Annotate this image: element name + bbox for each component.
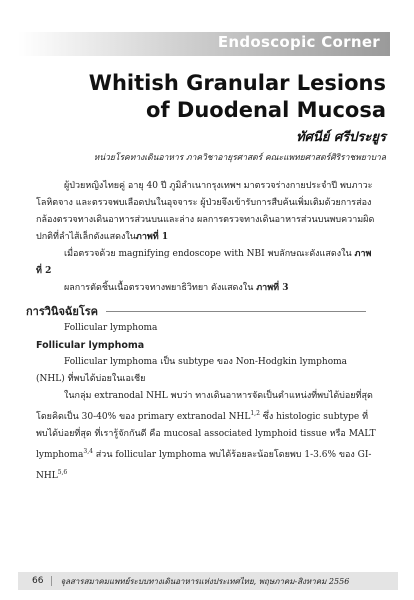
citation: 3,4 xyxy=(83,448,93,455)
case-paragraph-2: เมื่อตรวจด้วย magnifying endoscope with NBI พบลักษณะดังแสดงใน ภาพที่ 2 xyxy=(36,249,372,276)
page-footer xyxy=(18,572,398,590)
case-paragraph-3: ผลการตัดชิ้นเนื้อตรวจทางพยาธิวิทยา ดังแสดงใน ภาพที่ 3 xyxy=(64,283,289,293)
author-affiliation: หน่วยโรคทางเดินอาหาร ภาควิชาอายุรศาสตร์ คณะแพทยศาสตร์ศิริราชพยาบาล xyxy=(93,153,386,163)
subheading: Follicular lymphoma xyxy=(36,340,145,351)
citation: 1,2 xyxy=(250,410,260,417)
journal-name: จุลสารสมาคมแพทย์ระบบทางเดินอาหารแห่งประเทศไทย, พฤษภาคม-สิงหาคม 2556 xyxy=(60,576,350,586)
citation: 5,6 xyxy=(57,469,68,476)
discussion-paragraph-1: Follicular lymphoma เป็น subtype ของ Non-Hodgkin lymphoma (NHL) ที่พบได้บ่อยในเอเชีย xyxy=(36,357,348,384)
title-line-2: of Duodenal Mucosa xyxy=(146,98,386,122)
discussion-paragraph-2: ในกลุ่ม extranodal NHL พบว่า ทางเดินอาหารจัดเป็นตำแหน่งที่พบได้บ่อยที่สุด โดยคิดเป็น 30-40% ของ primary extranodal NHL$^{1,2}$ ซึ่ง histologic subtype ที่พบได้บ่อยที่สุด ที่เรารู้จักกันดี คือ mucosal associated lymphoid tissue หรือ MALT lymphoma$^{3,4}$ ส่วน follicular lymphoma พบได้ร้อยละน้อยโดยพบ 1-3.6% ของ GI-NHL$^{5,6}$ xyxy=(36,391,376,481)
title-line-1: Whitish Granular Lesions xyxy=(88,71,386,95)
figure-ref-2: ภาพที่ 2 xyxy=(36,249,372,276)
diagnosis-text: Follicular lymphoma xyxy=(64,323,158,333)
case-paragraph-1: ผู้ป่วยหญิงไทยคู่ อายุ 40 ปี ภูมิลำเนากรุงเทพฯ มาตรวจร่างกายประจำปี พบภาวะโลหิตจาง และตรวจพบเลือดปนในอุจจาระ ผู้ป่วยจึงเข้ารับการสืบค้นเพิ่มเติมด้วยการส่องกล้องตรวจทางเดินอาหารส่วนบนและล่าง ผลการตรวจทางเดินอาหารส่วนบนพบความผิดปกติที่ลำไส้เล็กดังแสดงในภาพที่ 1 xyxy=(36,181,375,242)
section-divider xyxy=(106,311,366,312)
section-title: การวินิจฉัยโรค xyxy=(26,305,98,318)
banner-title: Endoscopic Corner xyxy=(217,33,380,51)
article-body xyxy=(26,178,376,485)
section-banner xyxy=(18,32,390,56)
author-name: ทัศนีย์ ศรีประยูร xyxy=(296,130,386,145)
figure-ref-3: ภาพที่ 3 xyxy=(256,283,289,293)
page-number: 66 xyxy=(18,576,52,586)
article-title xyxy=(89,70,386,124)
diagnosis-section-header xyxy=(26,303,366,320)
figure-ref-1: ภาพที่ 1 xyxy=(135,232,169,242)
